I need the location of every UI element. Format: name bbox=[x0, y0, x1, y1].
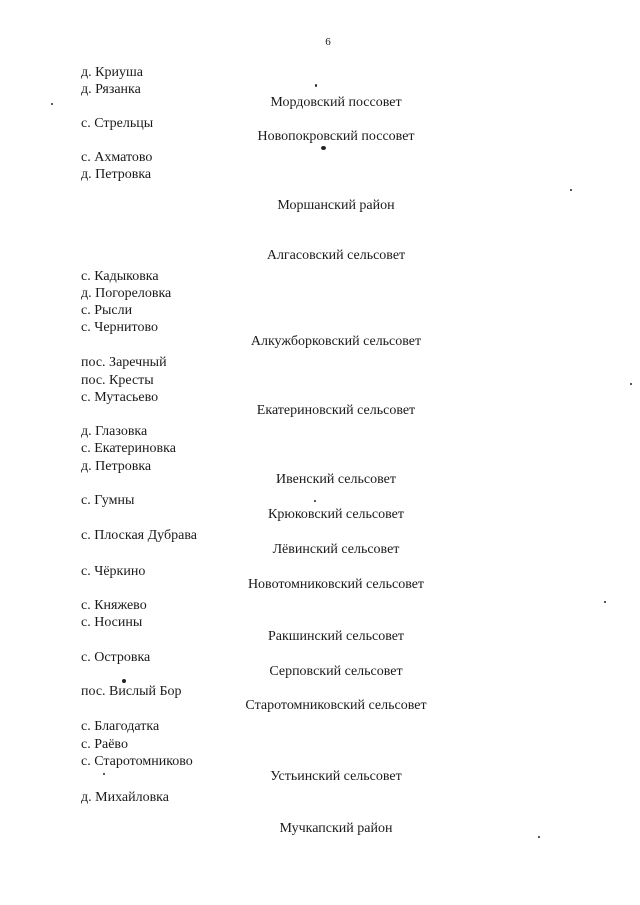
settlement-line: д. Рязанка bbox=[81, 82, 141, 97]
settlement-line: с. Стрельцы bbox=[81, 116, 154, 131]
scan-speck bbox=[103, 773, 105, 775]
settlement-line: с. Чёркино bbox=[81, 564, 146, 579]
settlement-line: д. Глазовка bbox=[81, 424, 148, 439]
scan-speck bbox=[570, 189, 572, 191]
settlement-line: пос. Заречный bbox=[81, 355, 167, 370]
council-heading: Алкужборковский сельсовет bbox=[250, 334, 422, 349]
council-heading: Устьинский сельсовет bbox=[270, 769, 402, 784]
district-heading: Мучкапский район bbox=[279, 821, 393, 836]
council-heading: Новотомниковский сельсовет bbox=[247, 577, 425, 592]
settlement-line: д. Михайловка bbox=[81, 790, 169, 805]
scan-speck bbox=[315, 84, 317, 87]
settlement-line: с. Кадыковка bbox=[81, 269, 159, 284]
council-heading: Новопокровский поссовет bbox=[257, 129, 415, 144]
council-heading: Екатериновский сельсовет bbox=[256, 403, 416, 418]
settlement-line: д. Криуша bbox=[81, 65, 143, 80]
council-heading: Ракшинский сельсовет bbox=[267, 629, 405, 644]
settlement-line: с. Носины bbox=[81, 615, 143, 630]
settlement-line: с. Екатериновка bbox=[81, 441, 176, 456]
settlement-line: с. Раёво bbox=[81, 737, 128, 752]
scan-speck bbox=[51, 103, 53, 105]
scan-speck bbox=[122, 679, 126, 683]
scan-speck bbox=[538, 836, 540, 838]
scan-speck bbox=[314, 500, 316, 502]
council-heading: Мордовский поссовет bbox=[270, 95, 402, 110]
scan-speck bbox=[630, 383, 632, 385]
council-heading: Ивенский сельсовет bbox=[276, 472, 396, 487]
settlement-line: пос. Вислый Бор bbox=[81, 684, 182, 699]
scan-speck bbox=[604, 601, 606, 603]
settlement-line: с. Рысли bbox=[81, 303, 133, 318]
settlement-line: д. Петровка bbox=[81, 459, 152, 474]
council-heading: Лёвинский сельсовет bbox=[272, 542, 400, 557]
page-number: 6 bbox=[325, 36, 331, 48]
council-heading: Крюковский сельсовет bbox=[268, 507, 404, 522]
settlement-line: д. Погореловка bbox=[81, 286, 172, 301]
settlement-line: д. Петровка bbox=[81, 167, 152, 182]
settlement-line: с. Мутасьево bbox=[81, 390, 159, 405]
settlement-line: с. Благодатка bbox=[81, 719, 160, 734]
council-heading: Алгасовский сельсовет bbox=[266, 248, 406, 263]
settlement-line: с. Плоская Дубрава bbox=[81, 528, 197, 543]
settlement-line: с. Ахматово bbox=[81, 150, 153, 165]
council-heading: Старотомниковский сельсовет bbox=[245, 698, 427, 713]
district-heading: Моршанский район bbox=[277, 198, 395, 213]
settlement-line: с. Гумны bbox=[81, 493, 135, 508]
settlement-line: с. Островка bbox=[81, 650, 151, 665]
settlement-line: с. Чернитово bbox=[81, 320, 158, 335]
settlement-line: с. Княжево bbox=[81, 598, 147, 613]
settlement-line: пос. Кресты bbox=[81, 373, 154, 388]
council-heading: Серповский сельсовет bbox=[269, 664, 403, 679]
scan-speck bbox=[321, 146, 326, 150]
settlement-line: с. Старотомниково bbox=[81, 754, 193, 769]
